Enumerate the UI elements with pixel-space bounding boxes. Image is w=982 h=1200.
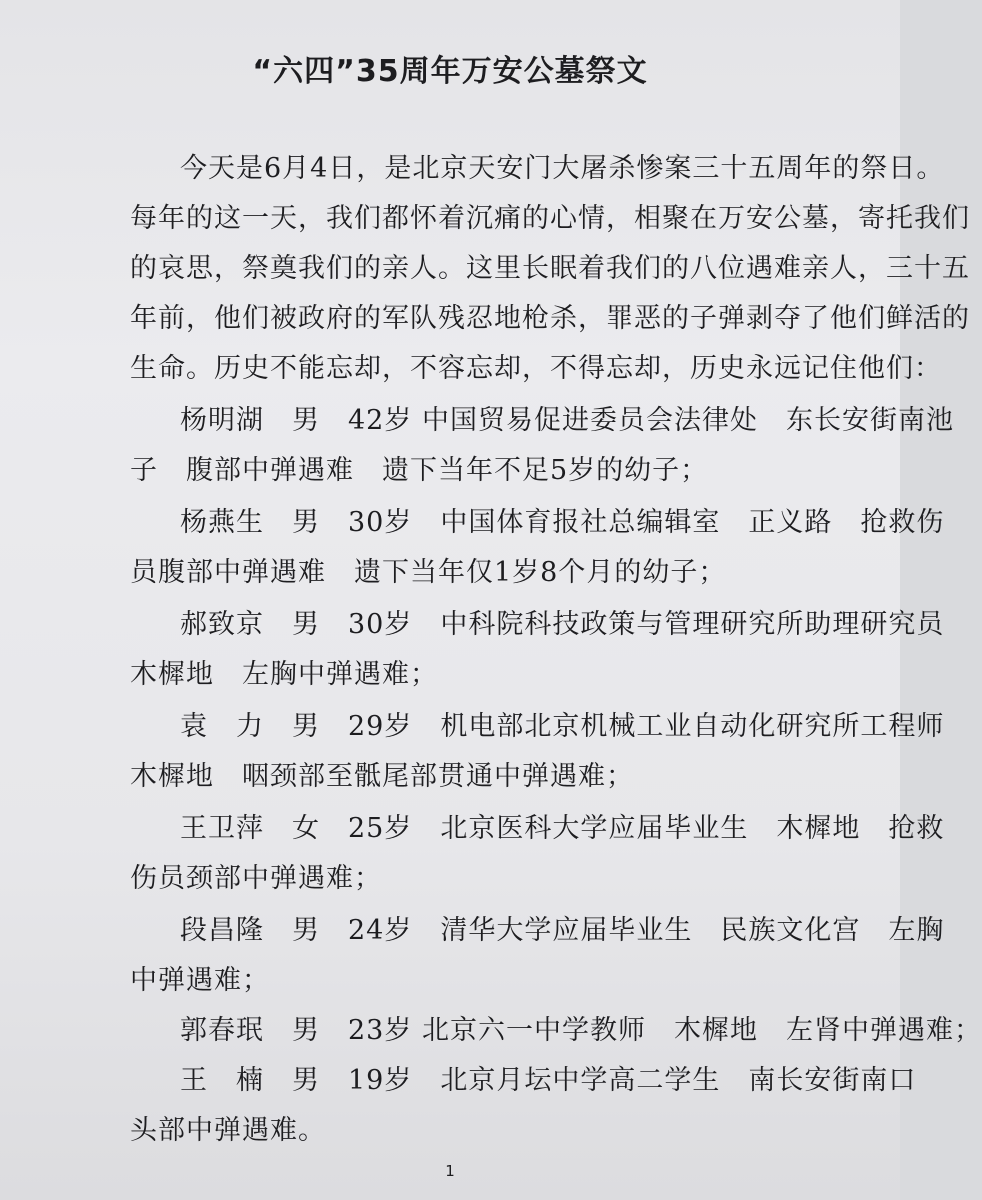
victim-4-line-2: 木樨地 咽颈部至骶尾部贯通中弹遇难； [130,761,634,792]
victim-7-line-1: 郭春珉 男 23岁 北京六一中学教师 木樨地 左肾中弹遇难； [180,1015,982,1046]
victim-4-line-1: 袁 力 男 29岁 机电部北京机械工业自动化研究所工程师 [180,711,945,742]
victim-1-line-2: 子 腹部中弹遇难 遗下当年不足5岁的幼子； [130,455,709,486]
document-title: “六四”35周年万安公墓祭文 [252,54,648,89]
victim-5-line-1: 王卫萍 女 25岁 北京医科大学应届毕业生 木樨地 抢救 [180,813,945,844]
intro-line-1: 今天是6月4日，是北京天安门大屠杀惨案三十五周年的祭日。 [180,153,945,184]
victim-3-line-1: 郝致京 男 30岁 中科院科技政策与管理研究所助理研究员 [180,609,945,640]
intro-line-5: 生命。历史不能忘却，不容忘却，不得忘却，历史永远记住他们： [130,353,942,384]
victim-2-line-1: 杨燕生 男 30岁 中国体育报社总编辑室 正义路 抢救伤 [180,507,945,538]
victim-2-line-2: 员腹部中弹遇难 遗下当年仅1岁8个月的幼子； [130,557,727,588]
victim-8-line-2: 头部中弹遇难。 [130,1115,326,1146]
victim-1-line-1: 杨明湖 男 42岁 中国贸易促进委员会法律处 东长安街南池 [180,405,954,436]
victim-8-line-1: 王 楠 男 19岁 北京月坛中学高二学生 南长安街南口 [180,1065,917,1096]
victim-6-line-1: 段昌隆 男 24岁 清华大学应届毕业生 民族文化宫 左胸 [180,915,945,946]
intro-line-3: 的哀思，祭奠我们的亲人。这里长眠着我们的八位遇难亲人，三十五 [130,253,970,284]
victim-6-line-2: 中弹遇难； [130,965,270,996]
victim-5-line-2: 伤员颈部中弹遇难； [130,863,382,894]
victim-3-line-2: 木樨地 左胸中弹遇难； [130,659,438,690]
intro-line-4: 年前，他们被政府的军队残忍地枪杀，罪恶的子弹剥夺了他们鲜活的 [130,303,970,334]
intro-line-2: 每年的这一天，我们都怀着沉痛的心情，相聚在万安公墓，寄托我们 [130,203,970,234]
page-number: 1 [445,1162,455,1180]
